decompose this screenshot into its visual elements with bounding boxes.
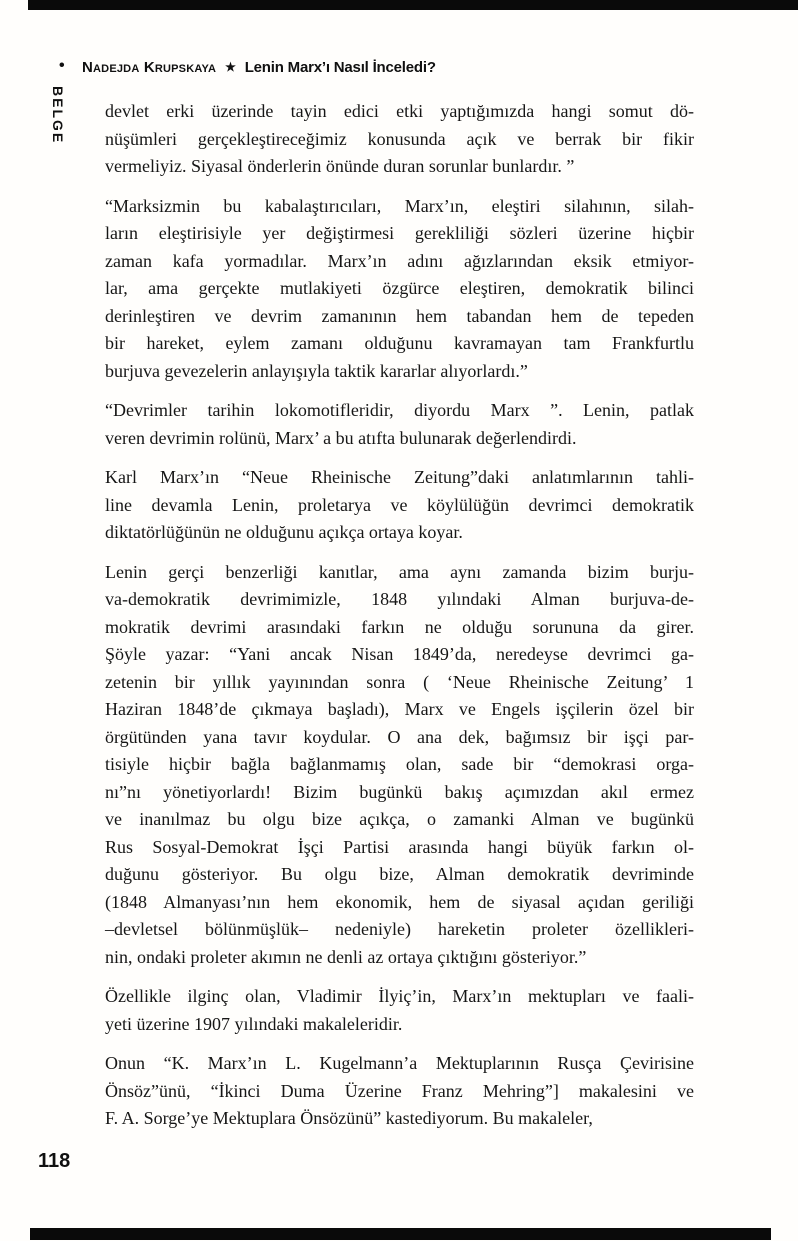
text-line: “Devrimler tarihin lokomotifleridir, diyordu Marx ”. Lenin, patlak (105, 400, 694, 420)
paragraph (105, 983, 694, 1038)
text-line: zaman kafa yormadılar. Marx’ın adını ağızlarından eksik etmiyor- (105, 250, 694, 271)
bottom-edge-bar (30, 1228, 771, 1240)
paragraph (105, 193, 694, 386)
text-line: zetenin bir yıllık yayınından sonra ( ‘Neue Rheinische Zeitung’ 1 (105, 671, 694, 692)
text-line: devlet erki üzerinde tayin edici etki yaptığımızda hangi somut dö- (105, 101, 694, 121)
text-line: line devamla Lenin, proletarya ve köylülüğün devrimci demokratik (105, 494, 694, 515)
text-line: ve inanılmaz bu olgu bize açıkça, o zamanki Alman ve bugünkü (105, 809, 694, 829)
star-icon: ★ (225, 60, 236, 74)
text-line: nin, ondaki proleter akımın ne denli az ortaya çıktığını gösteriyor.” (105, 946, 587, 967)
running-header (82, 59, 436, 76)
text-line: Onun “K. Marx’ın L. Kugelmann’a Mektuplarının Rusça Çevirisine (105, 1053, 694, 1073)
text-line: Şöyle yazar: “Yani ancak Nisan 1849’da, neredeyse devrimci ga- (105, 644, 694, 664)
text-line: F. A. Sorge’ye Mektuplara Önsözünü” kastediyorum. Bu makaleler, (105, 1108, 593, 1128)
text-line: burjuva gevezelerin anlayışıyla taktik kararlar alıyorlardı.” (105, 360, 528, 381)
text-line: diktatörlüğünün ne olduğunu açıkça ortaya koyar. (105, 522, 463, 542)
text-line: Lenin gerçi benzerliği kanıtlar, ama aynı zamanda bizim burju- (105, 561, 694, 582)
text-line: nı”nı yönetiyorlardı! Bizim bugünkü bakış açımızdan akıl ermez (105, 781, 694, 802)
text-line: Rus Sosyal-Demokrat İşçi Partisi arasında hangi büyük farkın ol- (105, 836, 694, 857)
text-line: “Marksizmin bu kabalaştırıcıları, Marx’ın, eleştiri silahının, silah- (105, 195, 694, 216)
text-line: (1848 Almanyası’nın hem ekonomik, hem de siyasal açıdan geriliği (105, 891, 694, 912)
paragraph (105, 397, 694, 452)
page-number: 118 (38, 1150, 71, 1172)
page-body (105, 98, 694, 1145)
text-line: Önsöz”ünü, “İkinci Duma Üzerine Franz Mehring”] makalesini ve (105, 1080, 694, 1101)
header-book-title: Lenin Marx’ı Nasıl İnceledi? (244, 59, 436, 76)
margin-label-belge: BELGE (50, 86, 66, 145)
text-line: tisiyle hiçbir bağla bağlanmamış olan, sade bir “demokrasi orga- (105, 754, 694, 774)
text-line: derinleştiren ve devrim zamanının hem tabandan hem de tepeden (105, 305, 694, 326)
text-line: –devletsel bölünmüşlük– nedeniyle) hareketin proleter özellikleri- (105, 919, 694, 939)
paragraph (105, 559, 694, 972)
top-edge-bar (28, 0, 798, 10)
text-line: ların eleştirisiyle yer değiştirmesi gerekliliği sözleri üzerine hiçbir (105, 223, 694, 243)
text-line: lar, ama gerçekte mutlakiyeti özgürce eleştiren, demokratik bilinci (105, 278, 694, 298)
text-line: vermeliyiz. Siyasal önderlerin önünde duran sorunlar bunlardır. ” (105, 156, 575, 176)
text-line: bir hareket, eylem zamanı olduğunu kavramayan tam Frankfurtlu (105, 333, 694, 353)
paragraph (105, 98, 694, 181)
text-line: Haziran 1848’de çıkmaya başladı), Marx ve Engels işçilerin özel bir (105, 699, 694, 719)
text-line: örgütünden yana tavır koydular. O ana dek, bağımsız bir işçi par- (105, 726, 694, 747)
text-line: mokratik devrimi arasındaki farkın ne olduğu sorununa da girer. (105, 616, 694, 637)
paragraph (105, 464, 694, 547)
header-author: Nadejda Krupskaya (82, 59, 217, 76)
paragraph (105, 1050, 694, 1133)
text-line: veren devrimin rolünü, Marx’ a bu atıfta bulunarak değerlendirdi. (105, 427, 577, 448)
text-line: yeti üzerine 1907 yılındaki makaleleridir. (105, 1013, 403, 1034)
text-line: duğunu gösteriyor. Bu olgu bize, Alman demokratik devriminde (105, 864, 694, 884)
margin-bullet: • (59, 57, 65, 74)
text-line: Karl Marx’ın “Neue Rheinische Zeitung”daki anlatımlarının tahli- (105, 467, 694, 487)
text-line: va-demokratik devrimimizle, 1848 yılındaki Alman burjuva-de- (105, 589, 694, 609)
text-line: Özellikle ilginç olan, Vladimir İlyiç’in, Marx’ın mektupları ve faali- (105, 986, 694, 1006)
text-line: nüşümleri gerçekleştireceğimiz konusunda açık ve berrak bir fikir (105, 128, 694, 149)
